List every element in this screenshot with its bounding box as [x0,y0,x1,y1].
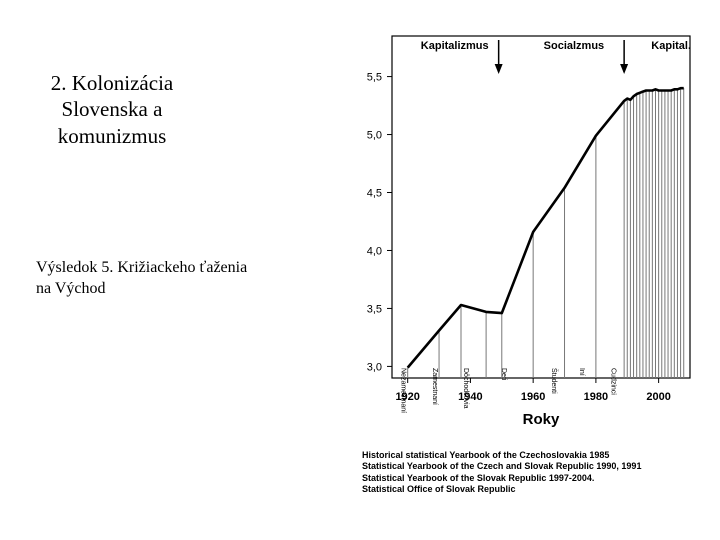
y-tick-label: 5,0 [366,129,382,142]
plot-frame [392,36,690,378]
x-tick-label: 1940 [458,391,483,403]
annotation-label: Dôchodcovia [462,368,470,409]
y-tick-label: 5,5 [366,71,382,84]
period-arrow-head [620,64,628,74]
source-line: Statistical Yearbook of the Slovak Republic 1997-2004. [362,472,595,483]
population-chart [330,28,720,438]
x-tick-label: 1980 [583,391,609,403]
y-tick-label: 3,5 [366,303,382,316]
source-line: Historical statistical Yearbook of the Czechoslovakia 1985 [362,450,610,460]
chart-sources [362,450,712,495]
annotation-label: Iní [578,368,586,376]
annotation-label: Nezamestnaní [399,368,407,414]
annotation-label: Deti [499,368,507,381]
x-tick-label: 1960 [520,391,546,403]
subtitle-line: na Východ [36,279,106,297]
data-series-line [408,88,684,367]
slide-title [22,70,202,149]
y-tick-label: 3,0 [366,361,382,374]
x-tick-label: 1920 [395,391,420,403]
annotation-label: Zamestnaní [430,368,438,405]
x-axis-label: Roky [522,411,560,428]
title-line: komunizmus [57,123,167,148]
title-line: 2. Kolonizácia [50,71,174,95]
chart-svg [330,28,720,438]
period-label: Socialzmus [543,40,605,52]
period-arrow-head [495,64,503,74]
period-label: Kapital. [651,40,692,52]
y-tick-label: 4,5 [366,187,382,200]
y-tick-label: 4,0 [366,245,382,258]
subtitle-line: Výsledok 5. Križiackeho ťaženia [36,259,248,276]
annotation-label: Študenti [549,368,557,394]
period-label: Kapitalizmus [420,40,489,52]
source-line: Statistical Office of Slovak Republic [362,483,516,494]
annotation-label: Cudzinci [609,368,617,395]
slide-subtitle [36,258,306,300]
source-line: Statistical Yearbook of the Czech and Slovak Republic 1990, 1991 [362,461,642,472]
x-tick-label: 2000 [646,391,671,403]
title-line: Slovenska a [61,97,163,122]
